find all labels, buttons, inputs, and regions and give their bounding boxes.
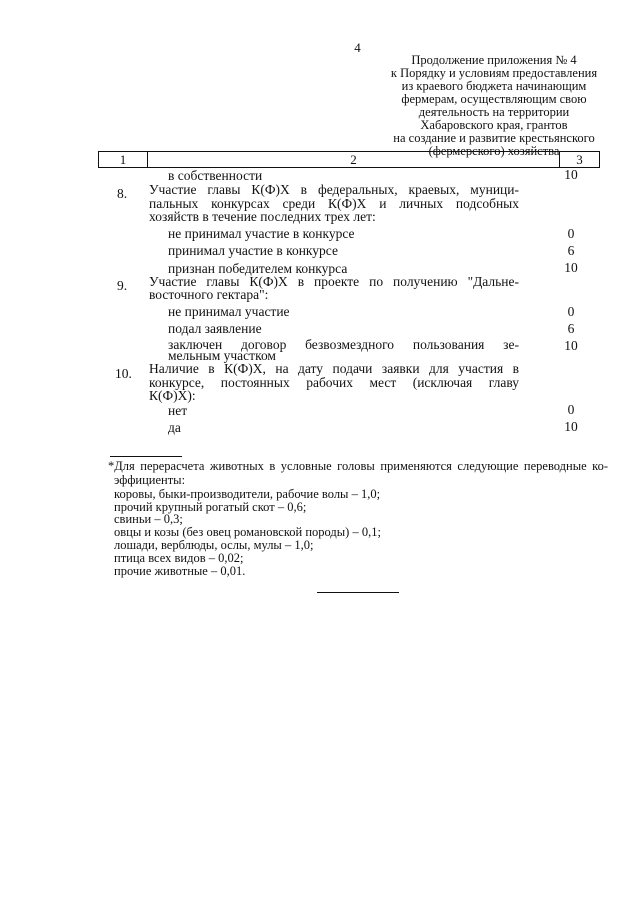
row-number: 8. bbox=[117, 186, 128, 201]
criterion-text: Участие главы К(Ф)Х в федеральных, краевых, муници- bbox=[149, 182, 519, 197]
footnote-line: коровы, быки-производители, рабочие волы – 1,0; bbox=[114, 487, 381, 501]
criterion-option: в собственности bbox=[168, 168, 263, 183]
score-value: 10 bbox=[564, 419, 578, 434]
criterion-option: мельным участком bbox=[168, 348, 276, 363]
criterion-text: Участие главы К(Ф)Х в проекте по получению "Дальне- bbox=[149, 274, 519, 289]
score-value: 10 bbox=[564, 338, 578, 353]
score-value: 10 bbox=[564, 260, 578, 275]
footnote-line: *Для перерасчета животных в условные головы применяются следующие переводные ко- bbox=[108, 459, 608, 473]
header-line: Хабаровского края, грантов bbox=[420, 118, 568, 132]
document-header bbox=[370, 54, 618, 158]
footnote-line: прочие животные – 0,01. bbox=[114, 564, 246, 578]
footnote-line: овцы и козы (без овец романовской породы) – 0,1; bbox=[114, 525, 381, 539]
row-number: 9. bbox=[117, 278, 128, 293]
score-value: 6 bbox=[567, 243, 575, 258]
criterion-option: признан победителем конкурса bbox=[168, 261, 348, 276]
score-value: 0 bbox=[567, 402, 575, 417]
score-value: 0 bbox=[567, 304, 575, 319]
criterion-text: К(Ф)Х): bbox=[149, 388, 196, 403]
footnote-line: прочий крупный рогатый скот – 0,6; bbox=[114, 500, 307, 514]
criterion-option: не принимал участие bbox=[168, 304, 290, 319]
header-line: фермерам, осуществляющим свою bbox=[401, 92, 587, 106]
criterion-option: заключен договор безвозмездного пользования зе- bbox=[168, 337, 519, 352]
header-line: из краевого бюджета начинающим bbox=[401, 79, 587, 93]
criterion-option: не принимал участие в конкурсе bbox=[168, 226, 355, 241]
criterion-option: принимал участие в конкурсе bbox=[168, 243, 338, 258]
end-separator bbox=[317, 592, 399, 593]
criterion-option: да bbox=[168, 420, 181, 435]
column-header-3: 3 bbox=[576, 152, 583, 167]
footnote-line: птица всех видов – 0,02; bbox=[114, 551, 244, 565]
score-value: 10 bbox=[564, 167, 578, 182]
footnote-line: лошади, верблюды, ослы, мулы – 1,0; bbox=[114, 538, 314, 552]
criterion-option: подал заявление bbox=[168, 321, 262, 336]
footnote-line: эффициенты: bbox=[114, 473, 186, 487]
criterion-text: пальных конкурсах среди К(Ф)Х и личных подсобных bbox=[149, 196, 519, 211]
column-header-1: 1 bbox=[99, 152, 148, 167]
criterion-text: хозяйств в течение последних трех лет: bbox=[149, 209, 376, 224]
header-line: деятельность на территории bbox=[418, 105, 570, 119]
footnote-separator bbox=[110, 456, 182, 457]
header-line: Продолжение приложения № 4 bbox=[411, 53, 577, 67]
header-line: (фермерского) хозяйства bbox=[428, 144, 560, 158]
table-header bbox=[98, 151, 600, 168]
page-number: 4 bbox=[354, 40, 361, 55]
column-header-2: 2 bbox=[148, 152, 560, 167]
criterion-option: нет bbox=[168, 403, 188, 418]
footnote-line: свиньи – 0,3; bbox=[114, 512, 183, 526]
row-number: 10. bbox=[115, 366, 132, 381]
criterion-text: Наличие в К(Ф)Х, на дату подачи заявки для участия в bbox=[149, 361, 519, 376]
score-value: 0 bbox=[567, 226, 575, 241]
score-value: 6 bbox=[567, 321, 575, 336]
criterion-text: конкурсе, постоянных рабочих мест (исключая главу bbox=[149, 375, 519, 390]
header-line: к Порядку и условиям предоставления bbox=[390, 66, 598, 80]
criterion-text: восточного гектара": bbox=[149, 287, 269, 302]
header-line: на создание и развитие крестьянского bbox=[393, 131, 595, 145]
